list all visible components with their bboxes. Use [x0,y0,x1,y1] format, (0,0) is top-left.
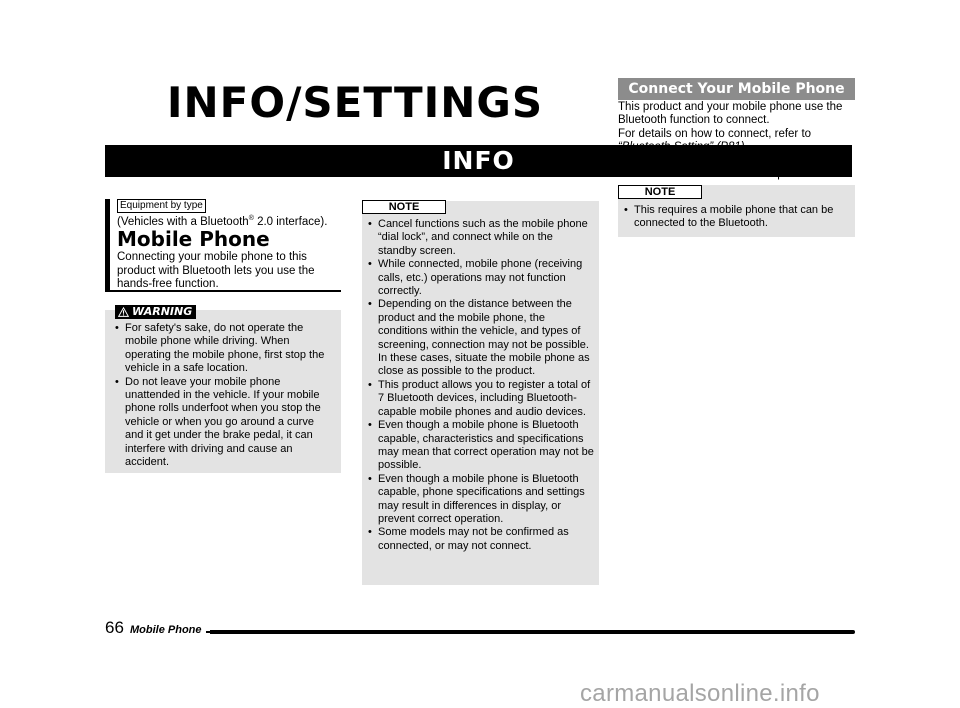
registered-mark: ® [248,215,254,222]
list-item: • For safety's sake, do not operate the mobile phone while driving. When operating the mobile phone, first stop the vehicle in a safe location. [113,322,335,376]
list-item: • This product allows you to register a total of 7 Bluetooth devices, including Bluetooth-capable mobile phones and audio devices. [366,379,594,419]
left-section-rule [105,199,110,291]
warning-label: WARNING [132,305,193,318]
list-item: • This requires a mobile phone that can be connected to the Bluetooth. [622,204,850,231]
equipment-badge: Equipment by type [117,199,206,213]
section-bar-info: INFO [105,145,852,177]
vehicle-condition-post: 2.0 interface). [253,215,328,228]
list-item: • Even though a mobile phone is Bluetooth capable, characteristics and specifications may mean that correct operation may not be possible. [366,419,594,473]
connect-line-1: This product and your mobile phone use the Bluetooth function to connect. [618,101,843,127]
footer-section-label: Mobile Phone [130,624,202,636]
vehicle-condition-pre: (Vehicles with a Bluetooth [117,215,249,228]
page-number: 66 [105,618,124,637]
list-item: • Depending on the distance between the product and the mobile phone, the conditions within the vehicle, and types of screening, connection may not be possible. In these cases, situate the mobile phone as close as possible to the product. [366,298,594,378]
section-heading: Mobile Phone [117,227,270,251]
warning-badge [115,305,196,319]
page-title: INFO/SETTINGS [166,78,544,127]
warning-triangle-icon [118,307,129,317]
note-label-right: NOTE [618,185,702,199]
footer-rule [210,630,855,634]
list-item: • Some models may not be confirmed as connected, or may not connect. [366,526,594,553]
connect-line-3: Operation methods below describe situations once connection has been completed. [618,154,848,181]
connect-line-2: For details on how to connect, refer to [618,127,812,140]
list-item: • Cancel functions such as the mobile phone “dial lock”, and connect while on the standby screen. [366,218,594,258]
note-label: NOTE [362,200,446,214]
list-item: • While connected, mobile phone (receiving calls, etc.) operations may not function correctly. [366,258,594,298]
warning-list [113,322,335,469]
section-description: Connecting your mobile phone to this product with Bluetooth lets you use the hands-free function. [117,251,315,290]
note-list [366,218,594,553]
list-item: • Do not leave your mobile phone unattended in the vehicle. If your mobile phone rolls underfoot when you stop the vehicle or when you go around a curve and it get under the brake pedal, it can interfere with driving and cause an accident. [113,376,335,470]
note-list-right [622,204,850,231]
list-item: • Even though a mobile phone is Bluetooth capable, phone specifications and settings may result in differences in display, or prevent correct operation. [366,473,594,527]
connect-section-header: Connect Your Mobile Phone [618,78,855,100]
connect-description [618,101,858,181]
bluetooth-setting-reference: “Bluetooth Setting” (P81). [618,141,748,154]
watermark: carmanualsonline.info [580,680,820,707]
